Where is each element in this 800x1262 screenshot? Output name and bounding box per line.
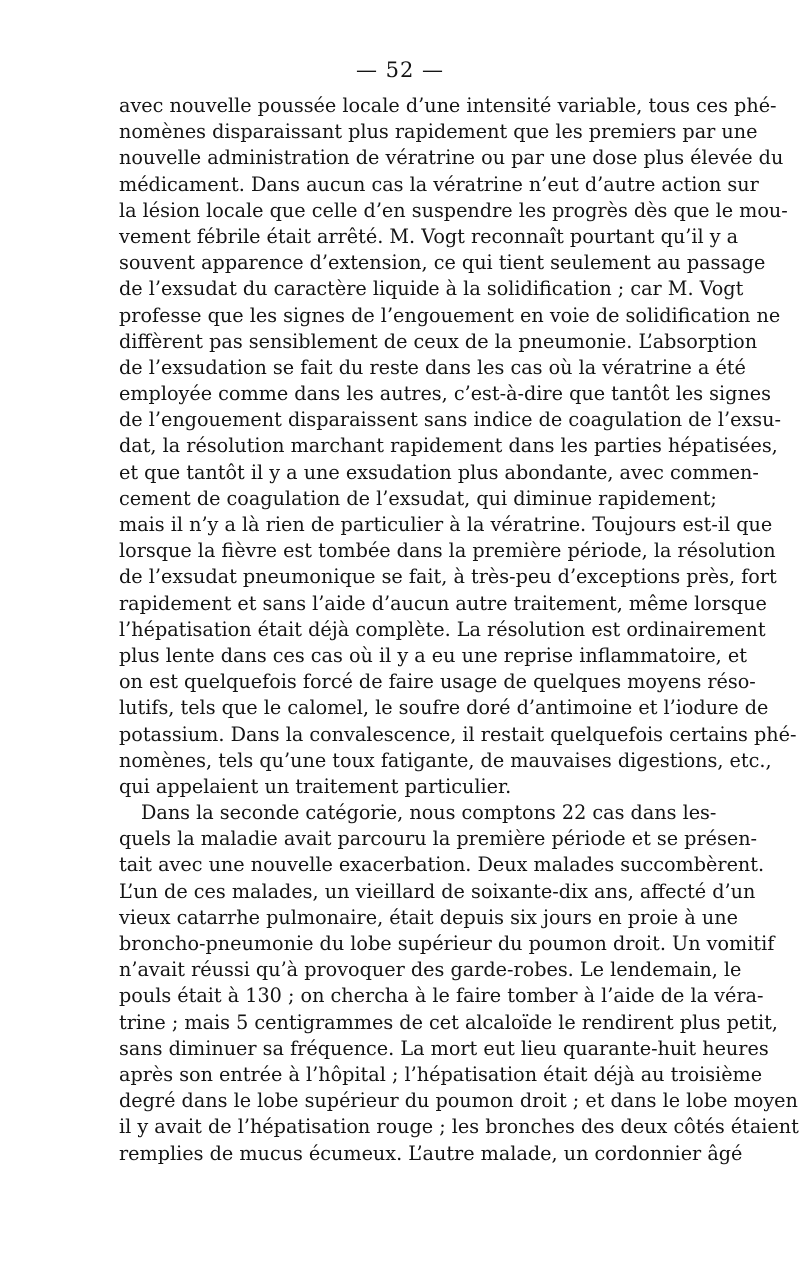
text-line: l’hépatisation était déjà complète. La résolution est ordinairement (119, 617, 766, 641)
body-text (119, 93, 799, 1167)
text-line: la lésion locale que celle d’en suspendre les progrès dès que le mou- (119, 198, 788, 222)
text-line: mais il n’y a là rien de particulier à la vératrine. Toujours est-il que (119, 513, 773, 536)
text-line: pouls était à 130 ; on chercha à le faire tomber à l’aide de la véra- (119, 984, 764, 1008)
text-line: employée comme dans les autres, c’est-à-dire que tantôt les signes (119, 382, 772, 406)
text-line: lorsque la fièvre est tombée dans la première période, la résolution (119, 539, 776, 563)
text-line: n’avait réussi qu’à provoquer des garde-robes. Le lendemain, le (119, 958, 742, 982)
text-line: de l’exsudat pneumonique se fait, à très-peu d’exceptions près, fort (119, 565, 777, 589)
text-line: broncho-pneumonie du lobe supérieur du poumon droit. Un vomitif (119, 932, 775, 955)
text-line: de l’exsudat du caractère liquide à la solidification ; car M. Vogt (119, 277, 744, 301)
text-line: plus lente dans ces cas où il y a eu une reprise inflammatoire, et (119, 643, 747, 667)
text-line: et que tantôt il y a une exsudation plus abondante, avec commen- (119, 460, 759, 484)
text-line: nomènes, tels qu’une toux fatigante, de mauvaises digestions, etc., (119, 748, 772, 772)
paragraph-end-line: qui appelaient un traitement particulier. (119, 774, 512, 798)
text-line: degré dans le lobe supérieur du poumon droit ; et dans le lobe moyen (119, 1089, 798, 1113)
text-line: potassium. Dans la convalescence, il restait quelquefois certains phé- (119, 722, 797, 746)
text-line: on est quelquefois forcé de faire usage de quelques moyens réso- (119, 670, 756, 694)
text-line: diffèrent pas sensiblement de ceux de la pneumonie. L’absorption (119, 329, 758, 353)
text-line: professe que les signes de l’engouement en voie de solidification ne (119, 303, 781, 327)
text-line: lutifs, tels que le calomel, le soufre doré d’antimoine et l’iodure de (119, 696, 769, 720)
text-line: rapidement et sans l’aide d’aucun autre traitement, même lorsque (119, 591, 767, 615)
text-line: vieux catarrhe pulmonaire, était depuis six jours en proie à une (119, 905, 738, 929)
text-line: après son entrée à l’hôpital ; l’hépatisation était déjà au troisième (119, 1062, 763, 1086)
page-number: — 52 — (355, 58, 445, 82)
text-line: médicament. Dans aucun cas la vératrine n’eut d’autre action sur (119, 172, 759, 196)
text-line: de l’exsudation se fait du reste dans les cas où la vératrine a été (119, 355, 746, 379)
text-line: nomènes disparaissant plus rapidement que les premiers par une (119, 120, 758, 144)
text-line: tait avec une nouvelle exacerbation. Deux malades succombèrent. (119, 853, 765, 877)
paragraph-start-line: Dans la seconde catégorie, nous comptons 22 cas dans les- (141, 801, 717, 825)
text-line: L’un de ces malades, un vieillard de soixante-dix ans, affecté d’un (119, 879, 756, 903)
text-line: avec nouvelle poussée locale d’une intensité variable, tous ces phé- (119, 94, 777, 117)
text-line: dat, la résolution marchant rapidement dans les parties hépatisées, (119, 434, 778, 458)
text-line: nouvelle administration de vératrine ou par une dose plus élevée du (119, 146, 784, 170)
text-line: sans diminuer sa fréquence. La mort eut lieu quarante-huit heures (119, 1036, 769, 1060)
text-line: il y avait de l’hépatisation rouge ; les bronches des deux côtés étaient (119, 1115, 799, 1139)
text-line: cement de coagulation de l’exsudat, qui diminue rapidement; (119, 486, 717, 510)
text-line: trine ; mais 5 centigrammes de cet alcaloïde le rendirent plus petit, (119, 1010, 778, 1034)
text-line: souvent apparence d’extension, ce qui tient seulement au passage (119, 251, 766, 275)
text-line: vement fébrile était arrêté. M. Vogt reconnaît pourtant qu’il y a (119, 224, 739, 248)
text-line: quels la maladie avait parcouru la première période et se présen- (119, 827, 758, 851)
text-line: de l’engouement disparaissent sans indice de coagulation de l’exsu- (119, 408, 781, 432)
text-line: remplies de mucus écumeux. L’autre malade, un cordonnier âgé (119, 1141, 743, 1165)
